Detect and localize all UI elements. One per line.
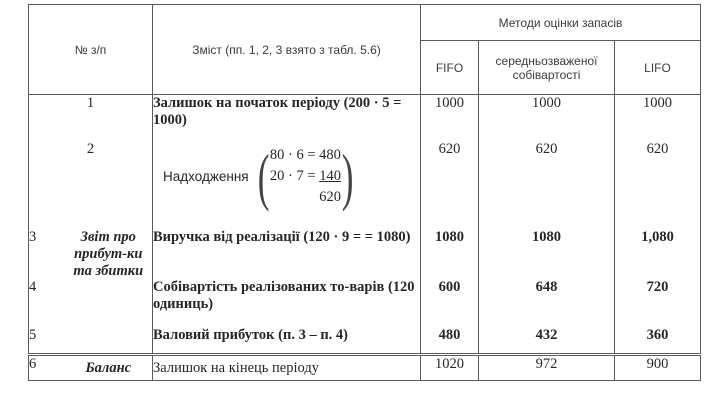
section-balance: Баланс [65, 355, 153, 381]
inventory-methods-table [28, 4, 701, 381]
receipts-label: Надходження [163, 169, 249, 184]
header-lifo-label: LIFO [644, 60, 671, 75]
row6-number: 6 [29, 355, 65, 381]
header-number [29, 5, 153, 95]
row3-fifo: 1080 [421, 229, 479, 279]
row6-fifo: 1020 [421, 355, 479, 381]
row1-lifo: 1000 [615, 95, 701, 141]
header-content-label: Зміст (пп. 1, 2, 3 взято з табл. 5.6) [192, 42, 381, 57]
header-avg-label: середньозваженої собівартості [495, 53, 598, 82]
row4-fifo: 600 [421, 279, 479, 327]
right-paren: ) [341, 140, 354, 212]
row3-number: 3 [29, 229, 65, 279]
header-lifo [615, 41, 701, 95]
formula-lines [270, 145, 341, 208]
row5-number: 5 [29, 327, 65, 355]
row5-lifo: 360 [615, 327, 701, 355]
header-fifo-label: FIFO [435, 60, 464, 75]
header-fifo [421, 41, 479, 95]
row1-fifo: 1000 [421, 95, 479, 141]
table-row [29, 229, 701, 279]
table-row [29, 141, 701, 229]
formula-line-2 [270, 166, 341, 187]
row2-lifo: 620 [615, 141, 701, 229]
row4-lifo: 720 [615, 279, 701, 327]
formula-line-3: 620 [319, 189, 341, 205]
row3-text: Виручка від реалізації (120 · 9 = = 1080) [153, 229, 421, 279]
header-methods [421, 5, 701, 41]
row3-avg: 1080 [479, 229, 615, 279]
row2-avg: 620 [479, 141, 615, 229]
row5-fifo: 480 [421, 327, 479, 355]
formula-line-2-text: 20 · 7 = [269, 168, 320, 184]
header-number-label: № з/п [74, 42, 107, 57]
formula-line-2-value: 140 [319, 168, 341, 184]
row5-avg: 432 [479, 327, 615, 355]
row2-fifo: 620 [421, 141, 479, 229]
row1-avg: 1000 [479, 95, 615, 141]
header-methods-label: Методи оцінки запасів [498, 15, 623, 30]
row1-text: Залишок на початок періоду (200 · 5 = 1000) [153, 95, 421, 141]
receipts-formula [153, 140, 420, 212]
section-income-statement-label: Звіт про прибут-ки та збитки [73, 228, 144, 279]
row4-number: 4 [29, 279, 65, 327]
row2-number: 2 [29, 141, 153, 229]
table-row [29, 95, 701, 141]
row4-text: Собівартість реалізованих то-варів (120 одиниць) [153, 279, 421, 327]
left-paren: ( [257, 140, 270, 212]
header-avg [479, 41, 615, 95]
header-content [153, 5, 421, 95]
table-row [29, 355, 701, 381]
formula-line-1: 80 · 6 = 480 [269, 147, 341, 163]
row6-avg: 972 [479, 355, 615, 381]
row3-lifo: 1,080 [615, 229, 701, 279]
row6-lifo: 900 [615, 355, 701, 381]
row1-number: 1 [29, 95, 153, 141]
section-income-statement [65, 229, 153, 355]
row4-avg: 648 [479, 279, 615, 327]
row6-text: Залишок на кінець періоду [153, 355, 421, 381]
row2-content [153, 141, 421, 229]
row5-text: Валовий прибуток (п. 3 – п. 4) [153, 327, 421, 355]
